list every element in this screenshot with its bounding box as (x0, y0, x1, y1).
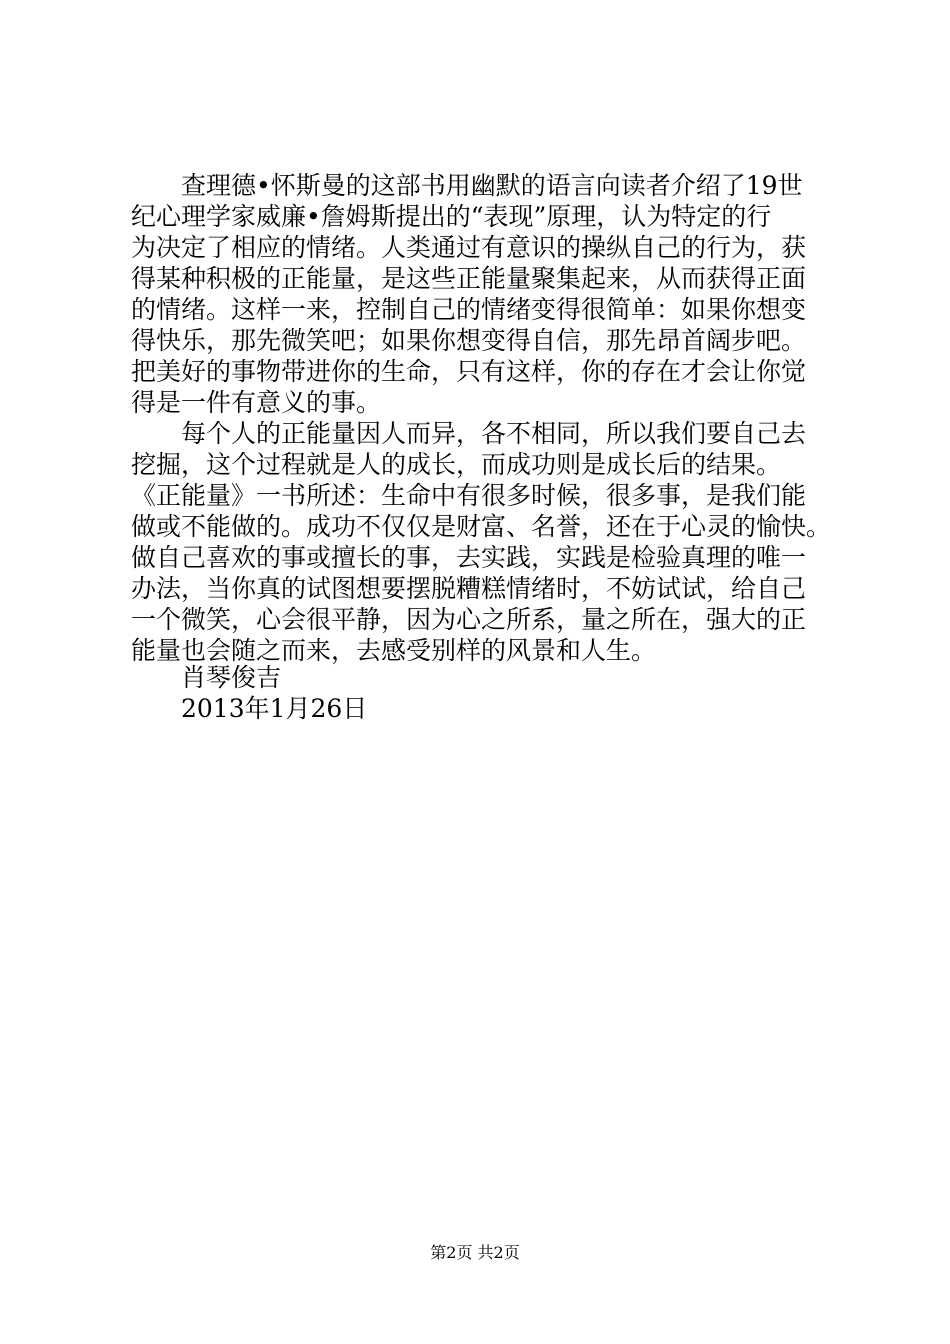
text-line: 查理德•怀斯曼的这部书用幽默的语言向读者介绍了19世 (181, 171, 803, 200)
text-line: 能量也会随之而来，去感受别样的风景和人生。 (131, 636, 657, 665)
paragraph-2 (131, 418, 831, 666)
text-line: 纪心理学家威廉•詹姆斯提出的“表现”原理，认为特定的行 (131, 202, 772, 231)
paragraph-1 (131, 170, 831, 418)
text-line: 挖掘，这个过程就是人的成长，而成功则是成长后的结果。 (131, 450, 782, 479)
text-line: 得是一件有意义的事。 (131, 388, 382, 417)
text-line: 每个人的正能量因人而异，各不相同，所以我们要自己去 (181, 419, 807, 448)
page-footer: 第2页 共2页 (430, 1243, 520, 1262)
text-line: 的情绪。这样一来，控制自己的情绪变得很简单：如果你想变 (131, 295, 807, 324)
signature-date: 2013年1月26日 (181, 694, 368, 723)
text-line: 得快乐，那先微笑吧；如果你想变得自信，那先昂首阔步吧。 (131, 326, 807, 355)
text-line: 做自己喜欢的事或擅长的事，去实践，实践是检验真理的唯一 (131, 543, 807, 572)
text-line: 办法，当你真的试图想要摆脱糟糕情绪时，不妨试试，给自己 (131, 574, 807, 603)
document-body (131, 170, 831, 666)
text-line: 《正能量》一书所述：生命中有很多时候，很多事，是我们能 (131, 481, 807, 510)
text-line: 一个微笑，心会很平静，因为心之所系，量之所在，强大的正 (131, 605, 807, 634)
text-line: 把美好的事物带进你的生命，只有这样，你的存在才会让你觉 (131, 357, 807, 386)
text-line: 为决定了相应的情绪。人类通过有意识的操纵自己的行为，获 (131, 233, 807, 262)
text-line: 得某种积极的正能量，是这些正能量聚集起来，从而获得正面 (131, 264, 807, 293)
signature-name: 肖琴俊吉 (181, 663, 282, 692)
text-line: 做或不能做的。成功不仅仅是财富、名誉，还在于心灵的愉快。 (131, 512, 832, 541)
